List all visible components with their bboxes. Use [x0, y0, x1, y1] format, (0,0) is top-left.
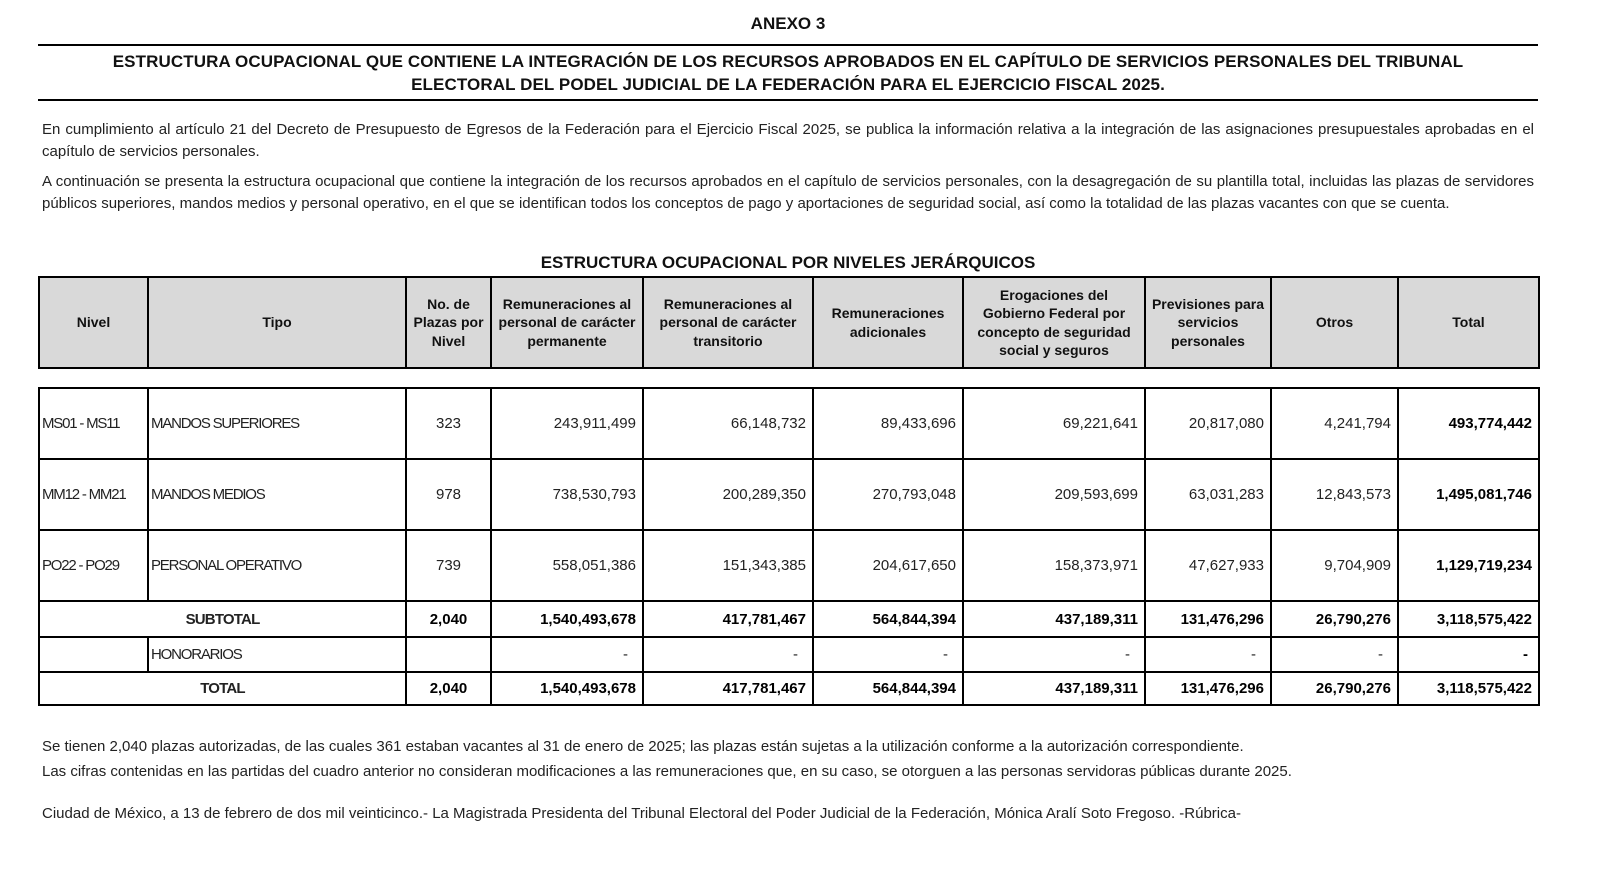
header-nivel: Nivel	[39, 277, 148, 368]
total-rem-transitorio: 417,781,467	[643, 672, 813, 705]
honorarios-nivel-empty	[39, 637, 148, 672]
document-title	[38, 50, 1538, 96]
cell-seguridad-social: 209,593,699	[963, 459, 1145, 530]
subtotal-total: 3,118,575,422	[1398, 601, 1539, 637]
title-bottom-rule	[38, 99, 1538, 101]
cell-rem-transitorio: 151,343,385	[643, 530, 813, 601]
cell-otros: 9,704,909	[1271, 530, 1398, 601]
subtotal-rem-transitorio: 417,781,467	[643, 601, 813, 637]
header-rem-adicionales: Remuneraciones adicionales	[813, 277, 963, 368]
total-seguridad-social: 437,189,311	[963, 672, 1145, 705]
cell-rem-transitorio: 200,289,350	[643, 459, 813, 530]
header-rem-transitorio: Remuneraciones al personal de carácter transitorio	[643, 277, 813, 368]
cell-total: 1,129,719,234	[1398, 530, 1539, 601]
note-modifications: Las cifras contenidas en las partidas del cuadro anterior no consideran modificaciones a las remuneraciones que, en su caso, se otorguen a las personas servidoras públicas durante 2025.	[42, 763, 1292, 780]
total-rem-adicionales: 564,844,394	[813, 672, 963, 705]
honorarios-label: HONORARIOS	[148, 637, 406, 672]
table-row	[39, 459, 1539, 530]
honorarios-otros: -	[1271, 637, 1398, 672]
title-top-rule	[38, 44, 1538, 46]
cell-previsiones: 20,817,080	[1145, 388, 1271, 459]
subtotal-previsiones: 131,476,296	[1145, 601, 1271, 637]
table-header	[38, 276, 1540, 369]
subtotal-rem-permanente: 1,540,493,678	[491, 601, 643, 637]
subtotal-rem-adicionales: 564,844,394	[813, 601, 963, 637]
cell-otros: 12,843,573	[1271, 459, 1398, 530]
subtotal-plazas: 2,040	[406, 601, 491, 637]
cell-rem-permanente: 738,530,793	[491, 459, 643, 530]
header-total: Total	[1398, 277, 1539, 368]
cell-seguridad-social: 69,221,641	[963, 388, 1145, 459]
cell-otros: 4,241,794	[1271, 388, 1398, 459]
cell-rem-permanente: 243,911,499	[491, 388, 643, 459]
subtotal-otros: 26,790,276	[1271, 601, 1398, 637]
total-otros: 26,790,276	[1271, 672, 1398, 705]
cell-rem-adicionales: 204,617,650	[813, 530, 963, 601]
cell-tipo: MANDOS SUPERIORES	[148, 388, 406, 459]
header-previsiones: Previsiones para servicios personales	[1145, 277, 1271, 368]
subtotal-row	[39, 601, 1539, 637]
intro-paragraph-2: A continuación se presenta la estructura ocupacional que contiene la integración de los recursos aprobados en el capítulo de servicios personales, con la desagregación de su plantilla total, incluidas las plazas de servidores públicos superiores, mandos medios y personal operativo, en el que se identifican todos los conceptos de pago y aportaciones de seguridad social, así como la totalidad de las plazas vacantes con que se cuenta.	[42, 173, 1534, 212]
header-plazas: No. de Plazas por Nivel	[406, 277, 491, 368]
cell-rem-adicionales: 270,793,048	[813, 459, 963, 530]
table-row	[39, 530, 1539, 601]
cell-total: 1,495,081,746	[1398, 459, 1539, 530]
table-body	[38, 387, 1540, 706]
signature-line: Ciudad de México, a 13 de febrero de dos mil veinticinco.- La Magistrada Presidenta del Tribunal Electoral del Poder Judicial de la Federación, Mónica Aralí Soto Fregoso. -Rúbrica-	[42, 805, 1241, 822]
header-seguridad-social: Erogaciones del Gobierno Federal por concepto de seguridad social y seguros	[963, 277, 1145, 368]
honorarios-previsiones: -	[1145, 637, 1271, 672]
total-label: TOTAL	[39, 672, 406, 705]
cell-plazas: 323	[406, 388, 491, 459]
total-rem-permanente: 1,540,493,678	[491, 672, 643, 705]
table-title: ESTRUCTURA OCUPACIONAL POR NIVELES JERÁRQUICOS	[540, 253, 1036, 272]
annex-label: ANEXO 3	[750, 14, 826, 33]
honorarios-rem-transitorio: -	[643, 637, 813, 672]
cell-plazas: 739	[406, 530, 491, 601]
honorarios-rem-adicionales: -	[813, 637, 963, 672]
note-vacancies: Se tienen 2,040 plazas autorizadas, de las cuales 361 estaban vacantes al 31 de enero de 2025; las plazas están sujetas a la utilización conforme a la autorización correspondiente.	[42, 738, 1244, 755]
table-row	[39, 388, 1539, 459]
cell-seguridad-social: 158,373,971	[963, 530, 1145, 601]
cell-nivel: MM12 - MM21	[39, 459, 148, 530]
honorarios-row	[39, 637, 1539, 672]
cell-nivel: MS01 - MS11	[39, 388, 148, 459]
cell-total: 493,774,442	[1398, 388, 1539, 459]
cell-previsiones: 47,627,933	[1145, 530, 1271, 601]
header-tipo: Tipo	[148, 277, 406, 368]
intro-paragraph-1: En cumplimiento al artículo 21 del Decreto de Presupuesto de Egresos de la Federación para el Ejercicio Fiscal 2025, se publica la información relativa a la integración de las asignaciones presupuestales aprobadas en el capítulo de servicios personales.	[42, 121, 1534, 160]
honorarios-total: -	[1398, 637, 1539, 672]
cell-rem-permanente: 558,051,386	[491, 530, 643, 601]
cell-plazas: 978	[406, 459, 491, 530]
subtotal-seguridad-social: 437,189,311	[963, 601, 1145, 637]
total-previsiones: 131,476,296	[1145, 672, 1271, 705]
total-row	[39, 672, 1539, 705]
header-rem-permanente: Remuneraciones al personal de carácter permanente	[491, 277, 643, 368]
total-plazas: 2,040	[406, 672, 491, 705]
subtotal-label: SUBTOTAL	[39, 601, 406, 637]
total-total: 3,118,575,422	[1398, 672, 1539, 705]
honorarios-rem-permanente: -	[491, 637, 643, 672]
cell-previsiones: 63,031,283	[1145, 459, 1271, 530]
document-title-line-1: ESTRUCTURA OCUPACIONAL QUE CONTIENE LA INTEGRACIÓN DE LOS RECURSOS APROBADOS EN EL CAPÍTULO DE SERVICIOS PERSONALES DEL TRIBUNAL	[112, 52, 1464, 71]
cell-rem-transitorio: 66,148,732	[643, 388, 813, 459]
cell-nivel: PO22 - PO29	[39, 530, 148, 601]
cell-rem-adicionales: 89,433,696	[813, 388, 963, 459]
cell-tipo: MANDOS MEDIOS	[148, 459, 406, 530]
cell-tipo: PERSONAL OPERATIVO	[148, 530, 406, 601]
honorarios-seguridad-social: -	[963, 637, 1145, 672]
honorarios-plazas	[406, 637, 491, 672]
document-title-line-2: ELECTORAL DEL PODEL JUDICIAL DE LA FEDERACIÓN PARA EL EJERCICIO FISCAL 2025.	[411, 75, 1165, 94]
header-otros: Otros	[1271, 277, 1398, 368]
